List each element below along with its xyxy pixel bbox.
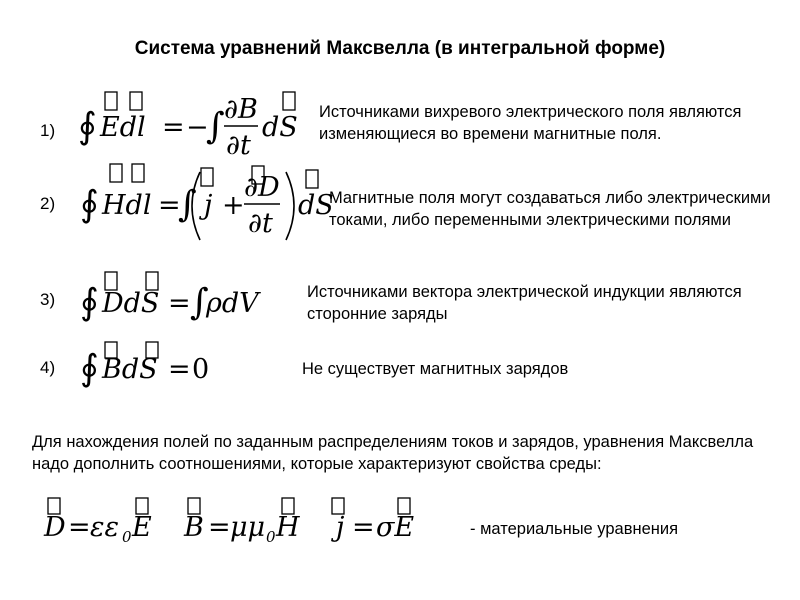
material-equations-label: - материальные уравнения — [470, 520, 679, 538]
equation-2-number: 2) — [40, 194, 56, 213]
svg-text:−: − — [186, 112, 209, 143]
equation-1-number: 1) — [40, 121, 56, 140]
svg-text:Hdl: Hdl — [102, 190, 152, 221]
svg-text:j: j — [204, 190, 213, 221]
svg-text:εε: εε — [90, 512, 119, 543]
svg-text:dS: dS — [262, 112, 298, 143]
svg-text:Edl: Edl — [100, 112, 146, 143]
svg-text:∂t: ∂t — [226, 130, 251, 161]
svg-text:∂B: ∂B — [224, 94, 258, 125]
svg-text:j: j — [336, 512, 345, 543]
svg-text:BdS: BdS — [102, 354, 158, 385]
svg-text:H: H — [276, 512, 300, 543]
svg-text:∫: ∫ — [178, 184, 197, 225]
equation-4-formula — [80, 340, 240, 395]
equation-1-description: Источниками вихревого электрического поля являются изменяющиеся во времени магнитные поля. — [319, 103, 742, 143]
svg-text:∮: ∮ — [80, 184, 99, 225]
equation-2-formula — [80, 160, 334, 255]
svg-text:∂D: ∂D — [244, 172, 280, 203]
equation-3-description: Источниками вектора электрической индукции являются сторонние заряды — [307, 283, 742, 323]
svg-text:∮: ∮ — [80, 348, 99, 389]
svg-text:=: = — [168, 354, 191, 385]
svg-text:=: = — [208, 512, 231, 543]
svg-text:∫: ∫ — [190, 282, 209, 323]
svg-text:0: 0 — [122, 528, 132, 546]
svg-text:∮: ∮ — [78, 106, 97, 147]
svg-text:σE: σE — [376, 512, 415, 543]
svg-text:ρdV: ρdV — [206, 288, 259, 319]
material-equations-formula — [44, 496, 444, 561]
svg-text:0: 0 — [266, 528, 276, 546]
svg-text:E: E — [132, 512, 152, 543]
equation-3-number: 3) — [40, 290, 56, 309]
svg-text:+: + — [222, 190, 245, 221]
svg-text:∫: ∫ — [206, 106, 225, 147]
svg-text:=: = — [168, 288, 191, 319]
page-title: Система уравнений Максвелла (в интегральной форме) — [134, 38, 666, 59]
equation-3-formula — [80, 268, 280, 333]
svg-text:0: 0 — [192, 354, 210, 385]
svg-text:∂t: ∂t — [248, 208, 273, 239]
svg-text:B: B — [184, 512, 204, 543]
svg-text:=: = — [158, 190, 181, 221]
equation-4-number: 4) — [40, 358, 56, 377]
svg-text:=: = — [68, 512, 91, 543]
note-paragraph: Для нахождения полей по заданным распределениям токов и зарядов, уравнения Максвелла надо дополнить соотношениями, которые характеризуют свойства среды: — [32, 433, 754, 473]
svg-text:μμ: μμ — [230, 512, 266, 543]
svg-text:D: D — [44, 512, 66, 543]
svg-text:dS: dS — [298, 190, 334, 221]
equation-2-description: Магнитные поля могут создаваться либо электрическими токами, либо переменными электрическими полями — [329, 189, 771, 229]
svg-text:DdS: DdS — [102, 288, 160, 319]
svg-text:∮: ∮ — [80, 282, 99, 323]
equation-4-description: Не существует магнитных зарядов — [302, 360, 569, 378]
svg-text:=: = — [162, 112, 185, 143]
svg-text:=: = — [352, 512, 375, 543]
